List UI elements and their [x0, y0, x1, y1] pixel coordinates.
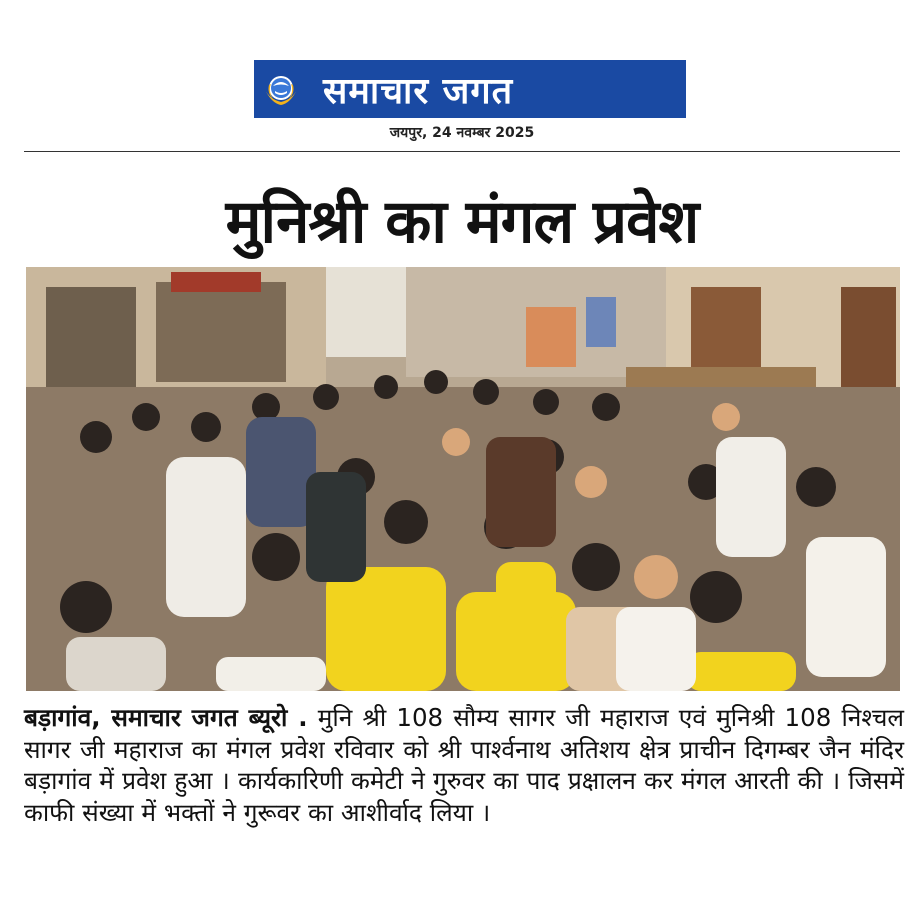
headline: मुनिश्री का मंगल प्रवेश	[225, 187, 699, 257]
article-lead: बड़ागांव, समाचार जगत ब्यूरो .	[24, 703, 308, 732]
crowd-photo	[26, 267, 900, 691]
article-text	[24, 702, 904, 828]
globe-emblem-icon	[261, 69, 301, 109]
dateline: जयपुर, 24 नवम्बर 2025	[389, 125, 535, 141]
masthead-title: समाचार जगत	[323, 70, 514, 112]
masthead	[254, 60, 686, 118]
article-body: मुनि श्री 108 सौम्य सागर जी महाराज एवं मुनिश्री 108 निश्चल सागर जी महाराज का मंगल प्रवेश रविवार को श्री पार्श्वनाथ अतिशय क्षेत्र प्राचीन दिगम्बर जैन मंदिर बड़ागांव में प्रवेश हुआ । कार्यकारिणी कमेटी ने गुरुवर का पाद प्रक्षालन कर मंगल आरती की । जिसमें काफी संख्या में भक्तों ने गुरूवर का आशीर्वाद लिया ।	[24, 703, 904, 827]
divider	[24, 151, 900, 152]
